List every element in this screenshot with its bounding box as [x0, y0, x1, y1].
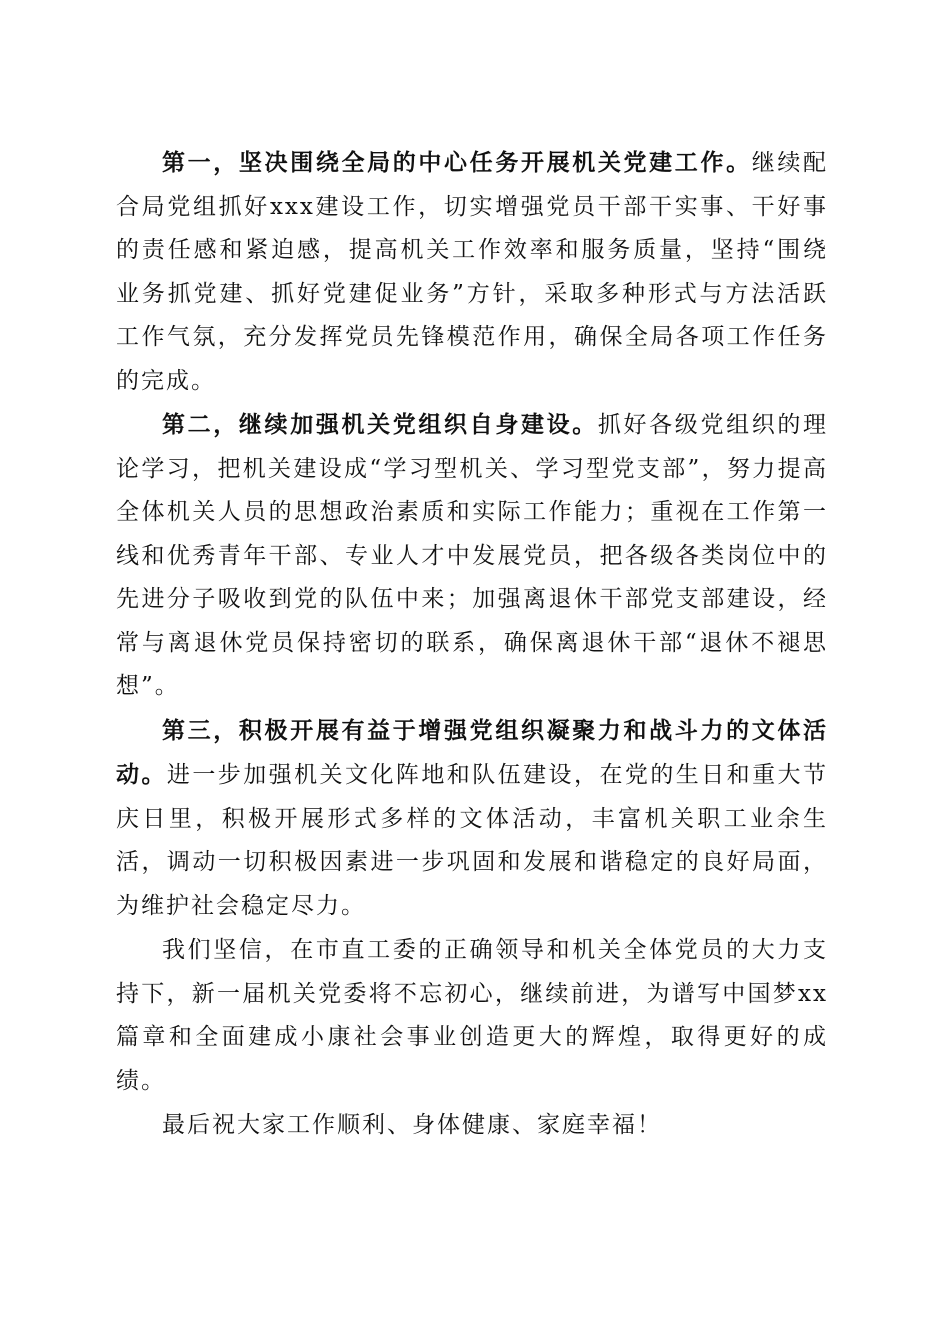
paragraph-belief [116, 928, 828, 1103]
paragraph-text: 最后祝大家工作顺利、身体健康、家庭幸福！ [162, 1112, 662, 1138]
paragraph-text: 进一步加强机关文化阵地和队伍建设，在党的生日和重大节庆日里，积极开展形式多样的文体活动，丰富机关职工业余生活，调动一切积极因素进一步巩固和发展和谐稳定的良好局面，为维护社会稳定尽力。 [116, 762, 829, 919]
paragraph-text: 我们坚信，在市直工委的正确领导和机关全体党员的大力支持下，新一届机关党委将不忘初心，继续前进，为谱写中国梦xx篇章和全面建成小康社会事业创造更大的辉煌，取得更好的成绩。 [116, 937, 828, 1094]
paragraph-third [116, 709, 828, 929]
paragraph-second [116, 403, 828, 709]
paragraph-heading: 第一，坚决围绕全局的中心任务开展机关党建工作。 [162, 149, 752, 176]
paragraph-text: 抓好各级党组织的理论学习，把机关建设成“学习型机关、学习型党支部”，努力提高全体机关人员的思想政治素质和实际工作能力；重视在工作第一线和优秀青年干部、专业人才中发展党员，把各级各类岗位中的先进分子吸收到党的队伍中来；加强离退休干部党支部建设，经常与离退休党员保持密切的联系，确保离退休干部“退休不褪思想”。 [116, 412, 829, 699]
paragraph-heading: 第二，继续加强机关党组织自身建设。 [162, 411, 598, 438]
paragraph-text: 继续配合局党组抓好xxx建设工作，切实增强党员干部干实事、干好事的责任感和紧迫感，提高机关工作效率和服务质量，坚持“围绕业务抓党建、抓好党建促业务”方针，采取多种形式与方法活跃工作气氛，充分发挥党员先锋模范作用，确保全局各项工作任务的完成。 [116, 150, 829, 394]
paragraph-first [116, 141, 828, 403]
paragraph-closing [116, 1103, 828, 1148]
paragraph-heading: 第三，积极开展有益于增强党组织凝聚力和战斗力的文体活动。 [116, 716, 828, 788]
document-body [116, 141, 828, 1148]
